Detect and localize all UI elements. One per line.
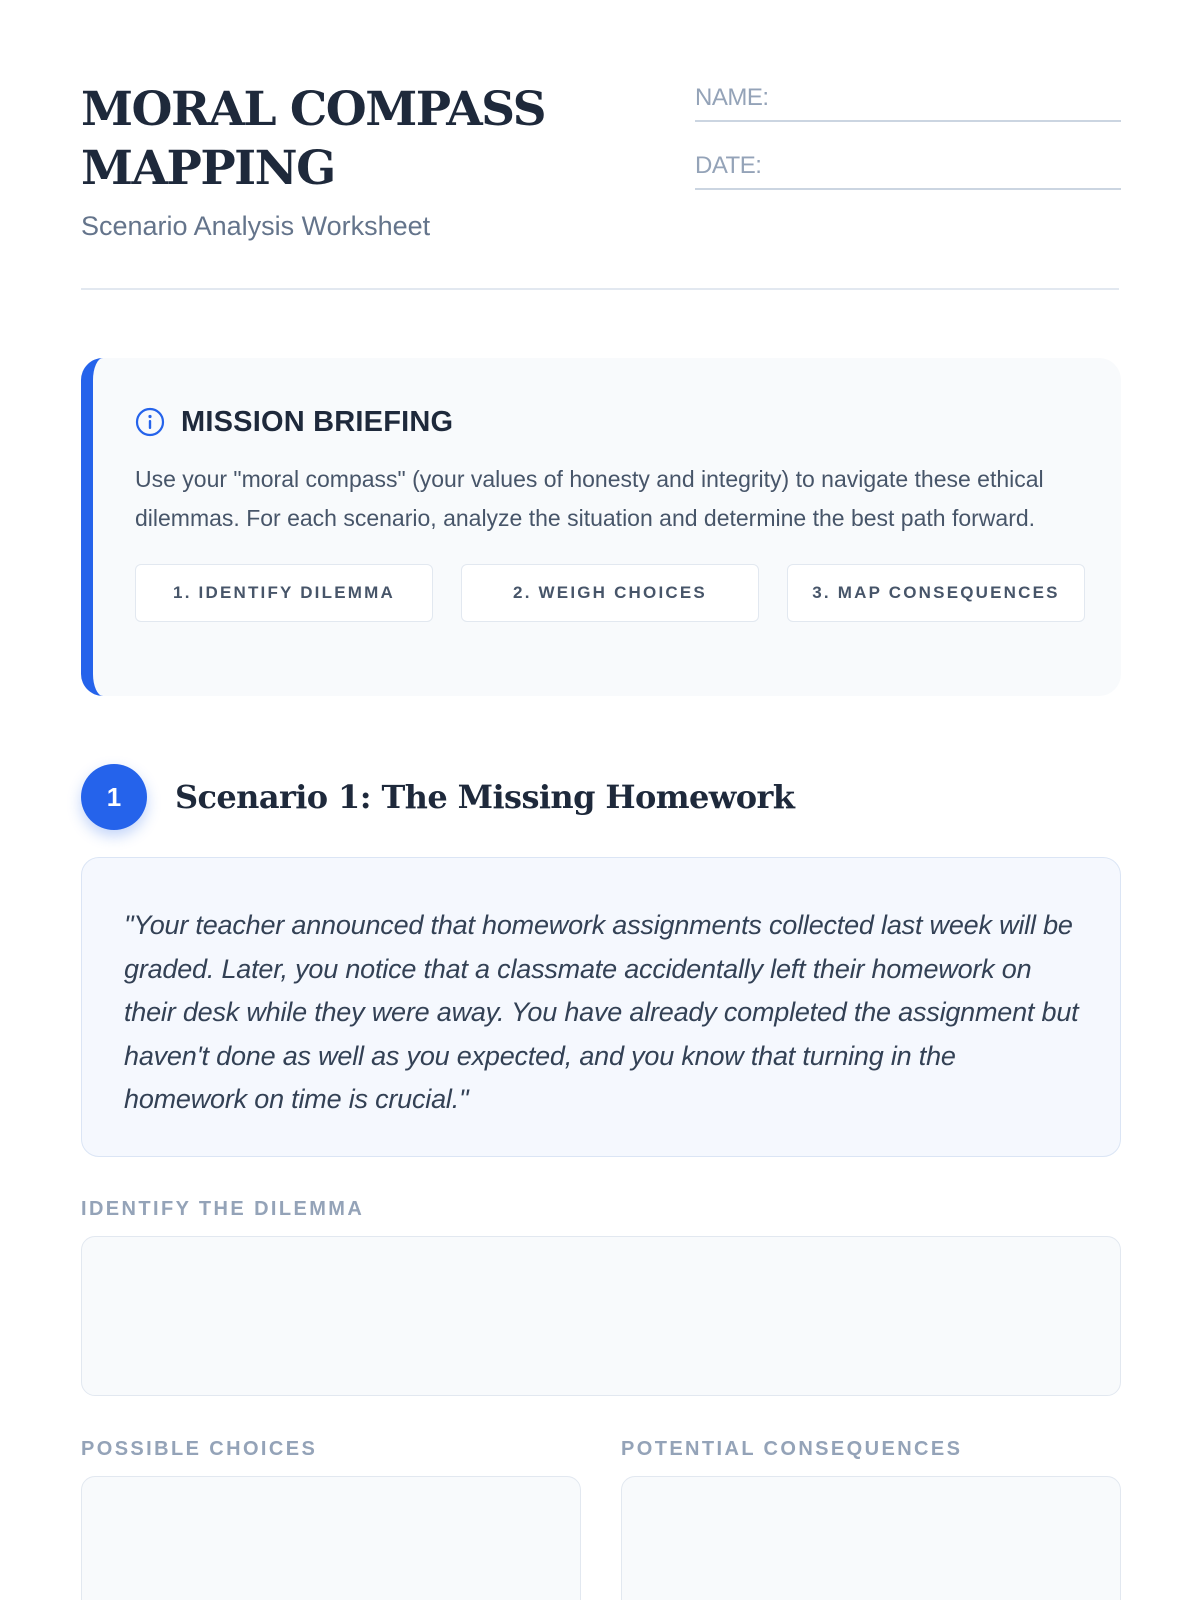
briefing-text: Use your "moral compass" (your values of honesty and integrity) to navigate these ethical dilemmas. For each scenario, analyze the situation and determine the best path forward. [135, 466, 1044, 531]
page-subtitle: Scenario Analysis Worksheet [81, 211, 431, 241]
date-label: DATE: [695, 152, 762, 179]
step-identify-dilemma: 1. IDENTIFY DILEMMA [135, 564, 433, 622]
worksheet-header [81, 0, 1119, 290]
briefing-header [135, 404, 1081, 440]
scenario-number-badge: 1 [81, 764, 147, 830]
dilemma-answer-box[interactable] [81, 1236, 1121, 1396]
name-field[interactable] [695, 78, 1121, 122]
choices-label: POSSIBLE CHOICES [81, 1438, 318, 1460]
name-label: NAME: [695, 84, 769, 111]
student-info-fields [695, 78, 1121, 214]
consequences-answer-box[interactable] [621, 1476, 1121, 1600]
scenario-header [81, 764, 794, 830]
info-icon [135, 407, 165, 437]
scenario-title: Scenario 1: The Missing Homework [175, 778, 795, 816]
step-list [135, 564, 1085, 622]
scenario-description-box [81, 857, 1121, 1157]
step-weigh-choices: 2. WEIGH CHOICES [461, 564, 759, 622]
date-field[interactable] [695, 146, 1121, 190]
consequences-label: POTENTIAL CONSEQUENCES [621, 1438, 963, 1460]
page-title: MORAL COMPASS MAPPING [81, 82, 546, 196]
choices-answer-box[interactable] [81, 1476, 581, 1600]
step-map-consequences: 3. MAP CONSEQUENCES [787, 564, 1085, 622]
dilemma-label: IDENTIFY THE DILEMMA [81, 1198, 365, 1220]
mission-briefing-card [81, 358, 1121, 696]
scenario-text: "Your teacher announced that homework assignments collected last week will be graded. Later, you notice that a classmate accidentally left their homework on their desk while they were away. You have already completed the assignment but haven't done as well as you expected, and you know that turning in the homework on time is crucial." [124, 910, 1079, 1114]
briefing-title: MISSION BRIEFING [181, 405, 454, 438]
